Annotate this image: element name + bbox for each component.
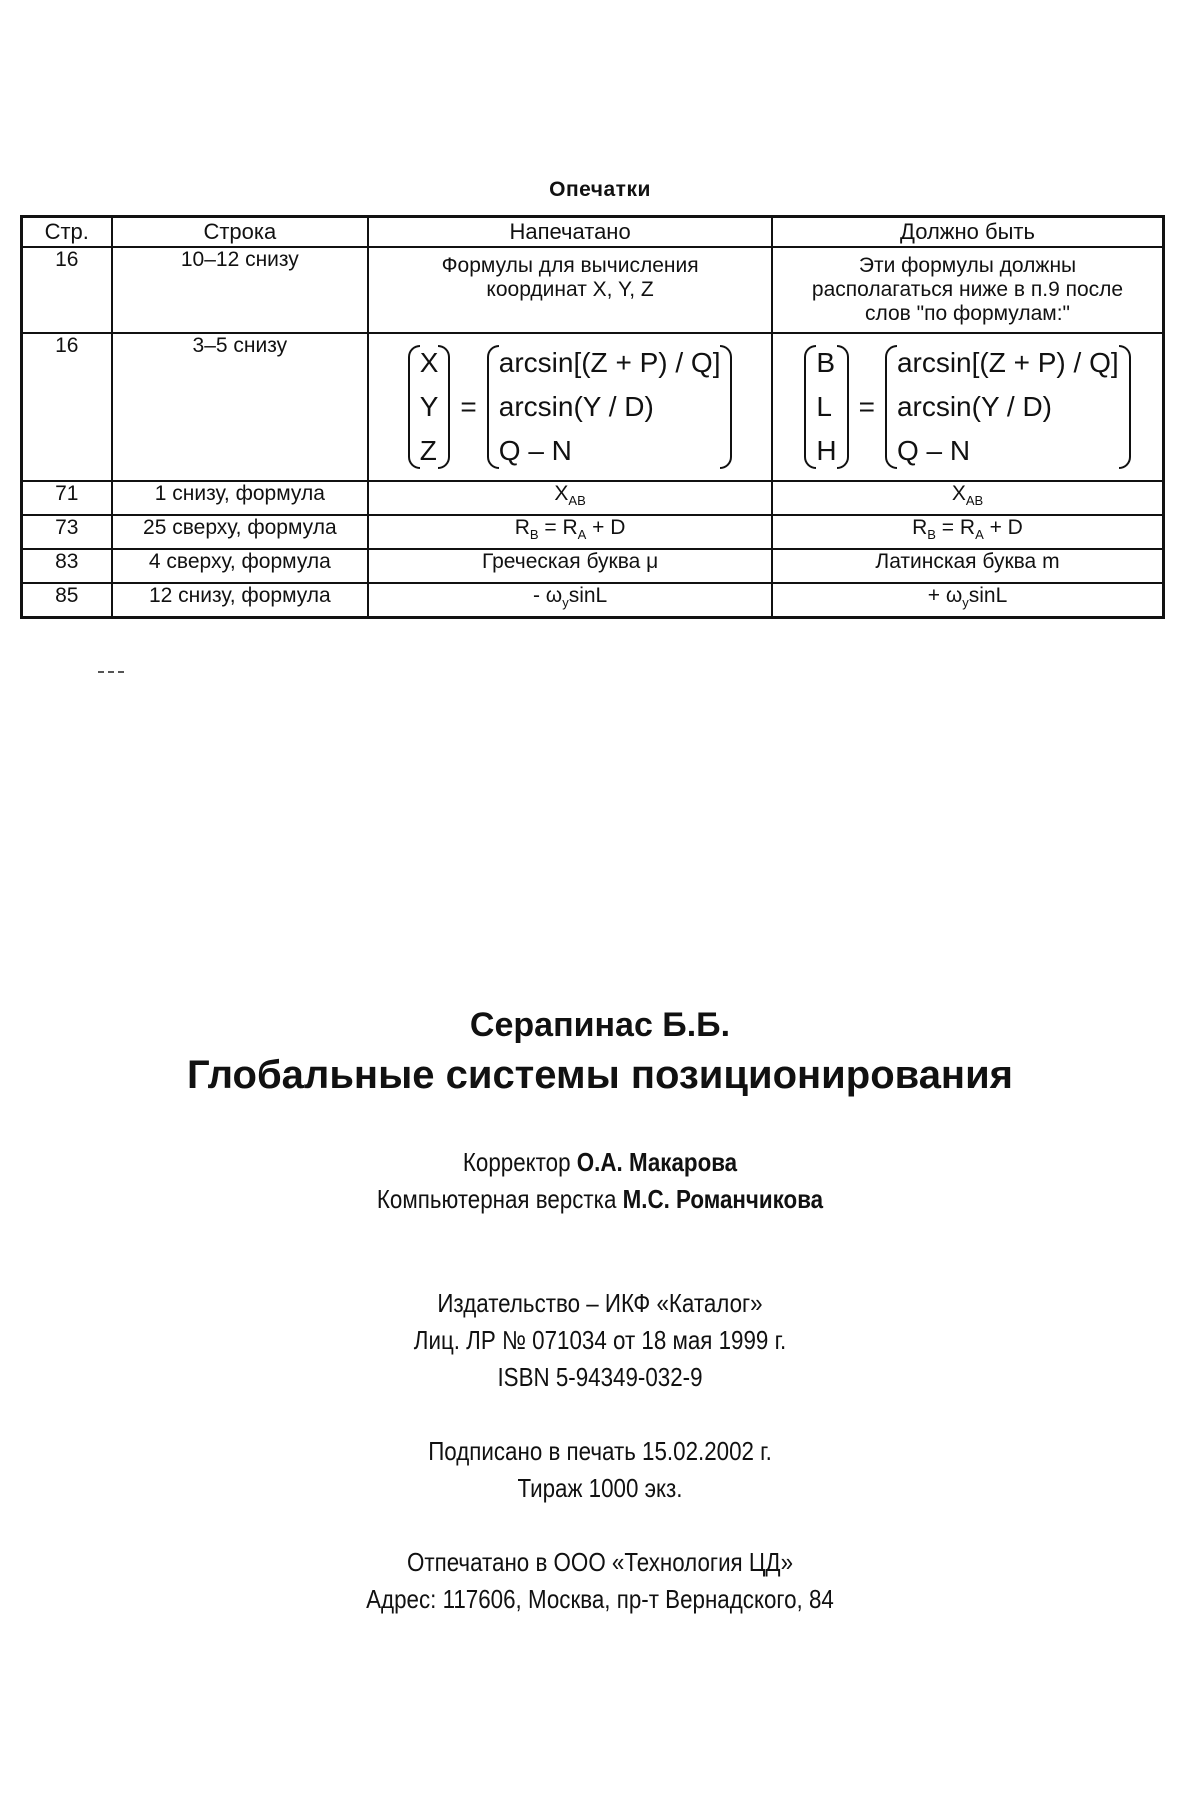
table-row xyxy=(22,247,1164,333)
equals-sign: = xyxy=(858,391,875,422)
cell-correct: Латинская буква m xyxy=(772,549,1164,583)
cell-page: 85 xyxy=(22,583,112,618)
isbn-line: ISBN 5-94349-032-9 xyxy=(497,1362,703,1392)
matrix-entry: arcsin[(Z + P) / Q] xyxy=(896,347,1119,378)
author-name: Серапинас Б.Б. xyxy=(469,1006,731,1044)
cell-correct: $X_{AB}$ xyxy=(772,481,1164,515)
vector-entry: B xyxy=(816,347,836,378)
correct-vector xyxy=(804,341,848,473)
corrector-label: Корректор xyxy=(462,1147,571,1177)
cell-line: 25 сверху, формула xyxy=(112,515,369,549)
table-header-row xyxy=(22,217,1164,248)
cell-printed: Формулы для вычисления координат X, Y, Z xyxy=(368,247,772,333)
vector-entry: L xyxy=(816,391,832,422)
corrector-name: О.А. Макарова xyxy=(576,1147,738,1177)
vector-entry: Z xyxy=(419,435,437,466)
cell-printed: $X_{AB}$ xyxy=(368,481,772,515)
cell-correct-formula xyxy=(772,333,1164,481)
corrector-credit xyxy=(84,1147,1116,1178)
cell-line: 3–5 снизу xyxy=(112,333,369,481)
publisher-line: Издательство – ИКФ «Каталог» xyxy=(437,1288,763,1318)
table-row xyxy=(22,515,1164,549)
cell-correct: Эти формулы должны располагаться ниже в п.9 после слов "по формулам:" xyxy=(772,247,1164,333)
matrix-entry: arcsin(Y / D) xyxy=(896,391,1053,422)
matrix-entry: Q – N xyxy=(896,435,971,466)
matrix-entry: Q – N xyxy=(498,435,572,466)
vector-entry: Y xyxy=(419,391,439,422)
printed-matrix xyxy=(487,341,733,473)
matrix-entry: arcsin[(Z + P) / Q] xyxy=(498,347,721,378)
cell-printed: Греческая буква μ xyxy=(368,549,772,583)
stray-mark xyxy=(98,671,124,673)
cell-page: 73 xyxy=(22,515,112,549)
cell-line: 1 снизу, формула xyxy=(112,481,369,515)
errata-title: Опечатки xyxy=(549,178,651,201)
table-row xyxy=(22,549,1164,583)
table-row xyxy=(22,333,1164,481)
table-row xyxy=(22,481,1164,515)
printed-vector xyxy=(408,341,451,473)
cell-correct: + $\omega_y\sin L$ xyxy=(772,583,1164,618)
header-printed: Напечатано xyxy=(368,217,772,248)
cell-line: 10–12 снизу xyxy=(112,247,369,333)
header-correct: Должно быть xyxy=(772,217,1164,248)
address-line: Адрес: 117606, Москва, пр-т Вернадского, 84 xyxy=(366,1584,834,1614)
signed-line: Подписано в печать 15.02.2002 г. xyxy=(428,1436,772,1466)
layout-name: М.С. Романчикова xyxy=(622,1184,824,1214)
license-line: Лиц. ЛР № 071034 от 18 мая 1999 г. xyxy=(413,1325,787,1355)
layout-label: Компьютерная верстка xyxy=(376,1184,617,1214)
matrix-entry: arcsin(Y / D) xyxy=(498,391,654,422)
header-page: Стр. xyxy=(22,217,112,248)
layout-credit xyxy=(84,1184,1116,1215)
vector-entry: H xyxy=(816,435,837,466)
cell-correct: $R_B = R_A + D$ xyxy=(772,515,1164,549)
table-row xyxy=(22,583,1164,618)
errata-table xyxy=(20,215,1165,619)
printed-formula xyxy=(369,334,771,480)
printer-line: Отпечатано в ООО «Технология ЦД» xyxy=(406,1547,794,1577)
cell-printed: - $\omega_y\sin L$ xyxy=(368,583,772,618)
correct-matrix xyxy=(885,341,1131,473)
cell-page: 16 xyxy=(22,247,112,333)
header-line: Строка xyxy=(112,217,369,248)
equals-sign: = xyxy=(460,391,477,422)
cell-line: 4 сверху, формула xyxy=(112,549,369,583)
vector-entry: X xyxy=(419,347,439,378)
correct-formula xyxy=(773,334,1162,480)
book-title: Глобальные системы позиционирования xyxy=(186,1053,1014,1097)
cell-printed: $R_B = R_A + D$ xyxy=(368,515,772,549)
cell-page: 71 xyxy=(22,481,112,515)
cell-page: 83 xyxy=(22,549,112,583)
cell-line: 12 снизу, формула xyxy=(112,583,369,618)
print-run-line: Тираж 1000 экз. xyxy=(517,1473,683,1503)
cell-page: 16 xyxy=(22,333,112,481)
cell-printed-formula xyxy=(368,333,772,481)
